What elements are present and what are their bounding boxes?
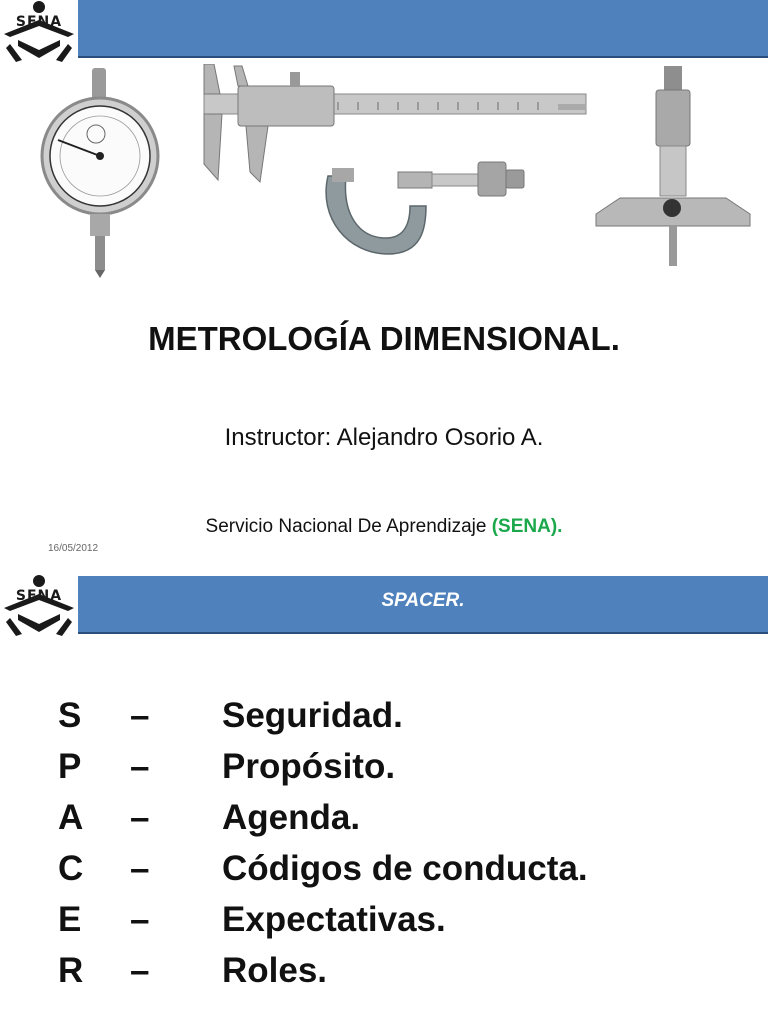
depth-micrometer-icon: [590, 66, 756, 270]
list-item: [0, 747, 768, 798]
list-item: [0, 849, 768, 900]
header-bar: [78, 0, 768, 58]
dial-indicator-icon: [40, 68, 160, 278]
organization-name: Servicio Nacional De Aprendizaje: [205, 516, 492, 537]
dash: –: [130, 696, 150, 735]
spacer-slide: [0, 568, 768, 1024]
logo-wordmark: SENA: [15, 14, 63, 30]
acronym-letter: A: [58, 798, 84, 837]
dash: –: [130, 849, 150, 888]
logo-wordmark: SENA: [15, 588, 63, 604]
acronym-word: Agenda.: [222, 798, 361, 837]
acronym-letter: P: [58, 747, 82, 786]
spacer-list: [0, 696, 768, 1002]
dash: –: [130, 951, 150, 990]
instructor-name: Instructor: Alejandro Osorio A.: [224, 424, 544, 451]
acronym-letter: R: [58, 951, 84, 990]
dash: –: [130, 798, 150, 837]
acronym-letter: E: [58, 900, 82, 939]
micrometer-icon: [318, 158, 528, 258]
acronym-letter: S: [58, 696, 82, 735]
sena-logo-icon: [0, 574, 78, 638]
acronym-word: Códigos de conducta.: [222, 849, 588, 888]
list-item: [0, 798, 768, 849]
acronym-word: Expectativas.: [222, 900, 446, 939]
slide-title: SPACER.: [381, 590, 465, 611]
sena-logo: [0, 0, 78, 64]
acronym-word: Propósito.: [222, 747, 396, 786]
dash: –: [130, 747, 150, 786]
list-item: [0, 951, 768, 1002]
dash: –: [130, 900, 150, 939]
acronym-letter: C: [58, 849, 84, 888]
list-item: [0, 900, 768, 951]
organization-acronym: (SENA).: [491, 516, 563, 537]
slide-date: 16/05/2012: [48, 543, 99, 554]
presentation-title: METROLOGÍA DIMENSIONAL.: [148, 320, 620, 357]
acronym-word: Seguridad.: [222, 696, 403, 735]
organization-line: [0, 516, 768, 538]
list-item: [0, 696, 768, 747]
sena-logo-icon: [0, 0, 78, 64]
sena-logo: [0, 574, 78, 638]
acronym-word: Roles.: [222, 951, 328, 990]
